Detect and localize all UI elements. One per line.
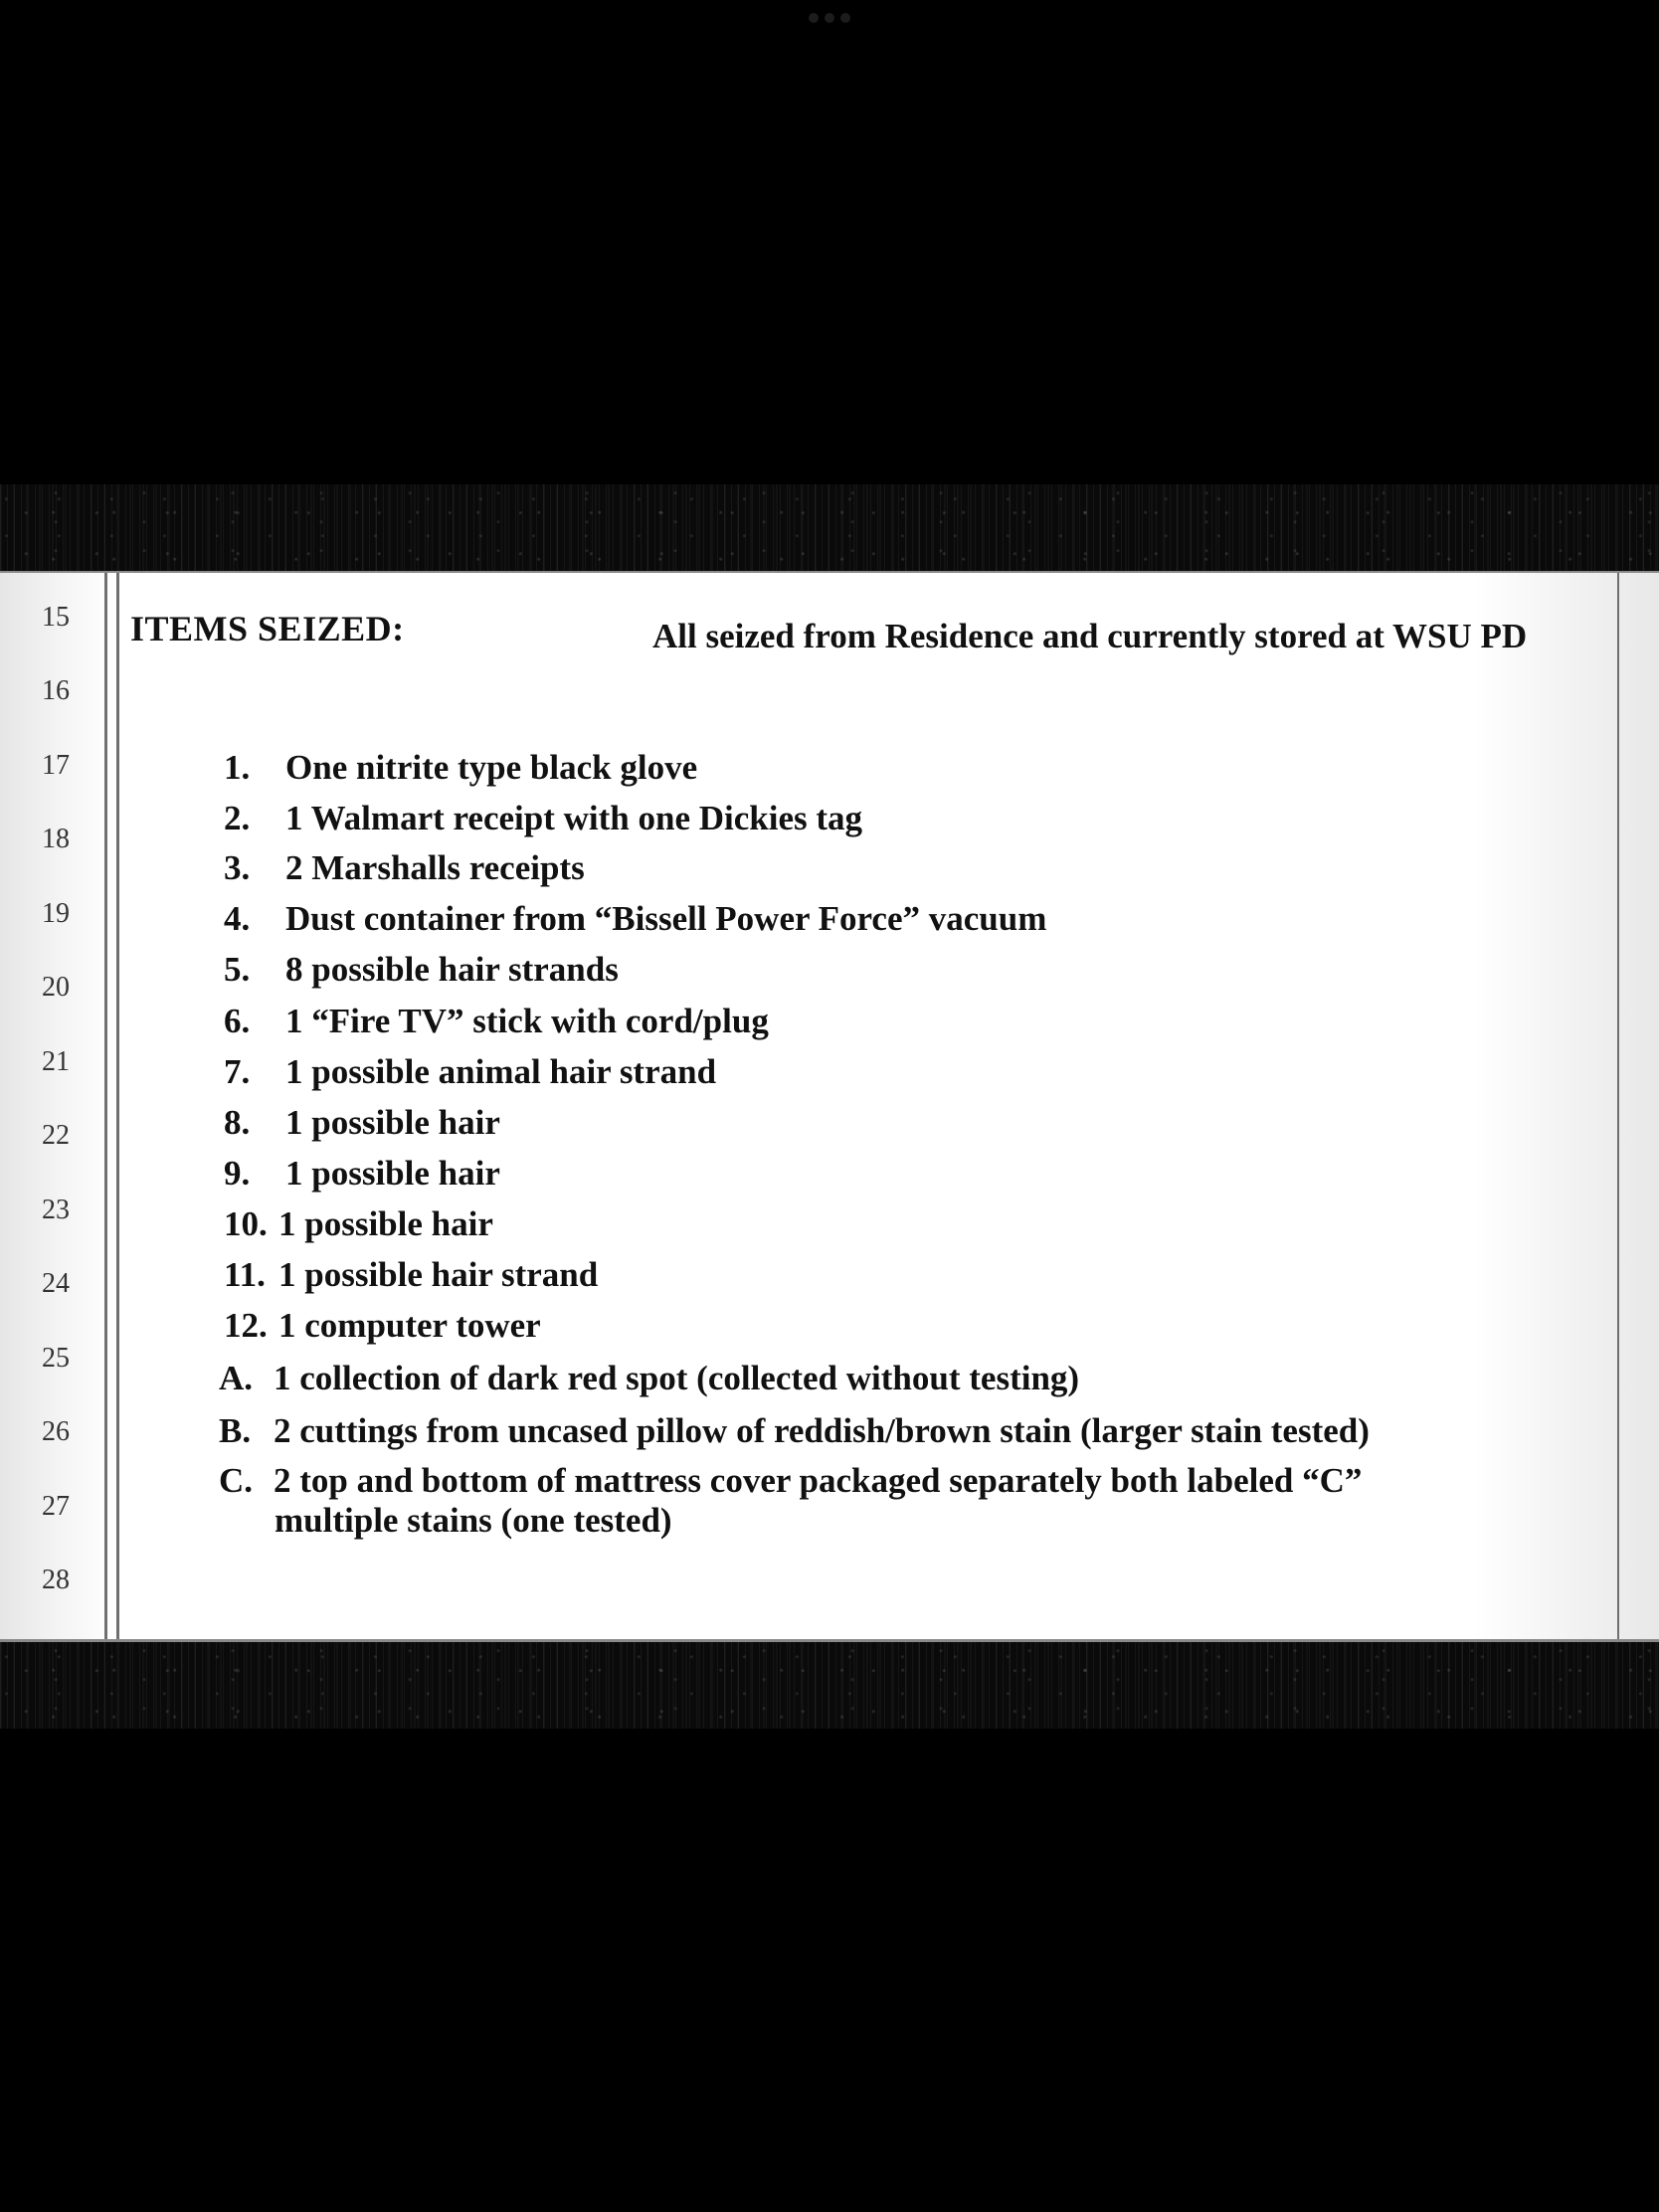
line-number: 26 [42,1416,70,1447]
seized-item [224,1308,541,1343]
item-text: 2 top and bottom of mattress cover packaged separately both labeled “C” [274,1461,1363,1500]
seized-item [224,1156,500,1191]
item-number: 1. [224,748,251,787]
item-text: 1 possible animal hair strand [285,1052,717,1091]
item-text-continuation: multiple stains (one tested) [275,1501,672,1540]
item-number: 3. [224,848,251,887]
item-text: Dust container from “Bissell Power Force” vacuum [285,899,1047,938]
line-number: 28 [42,1565,70,1595]
item-number: 7. [224,1052,251,1091]
item-number: 6. [224,1002,251,1040]
line-number: 19 [42,898,70,929]
line-number: 20 [42,972,70,1003]
item-number: 4. [224,899,251,938]
item-number: 9. [224,1154,251,1193]
seized-sample-item [219,1361,1079,1395]
line-number: 23 [42,1195,70,1225]
line-number: 16 [42,675,70,706]
seized-item [224,1004,769,1038]
seized-item [224,850,585,885]
scanned-document [0,571,1659,1642]
item-letter: A. [219,1359,254,1397]
seized-item [224,1206,493,1241]
item-number: 10. [224,1204,268,1243]
item-text: 8 possible hair strands [285,950,619,989]
seized-item [224,1257,598,1292]
seized-item [224,750,697,785]
item-text: 1 possible hair [278,1204,493,1243]
seized-item [224,952,619,987]
line-number: 15 [42,602,70,633]
item-number: 8. [224,1103,251,1142]
seized-sample-item [219,1463,1362,1498]
more-dots-icon[interactable] [809,13,850,23]
line-number: 24 [42,1268,70,1299]
item-text: 1 computer tower [278,1306,541,1345]
item-text: 2 cuttings from uncased pillow of reddish/brown stain (larger stain tested) [274,1411,1370,1450]
item-number: 12. [224,1306,268,1345]
section-heading: ITEMS SEIZED: [130,609,405,648]
seized-item [224,1054,716,1089]
seized-item [224,901,1046,936]
item-text: 1 possible hair [285,1154,500,1193]
item-text: 2 Marshalls receipts [285,848,585,887]
item-text: 1 Walmart receipt with one Dickies tag [285,799,863,837]
dot [840,13,850,23]
line-number: 27 [42,1491,70,1522]
line-number: 25 [42,1343,70,1374]
line-number: 18 [42,824,70,854]
line-number: 22 [42,1120,70,1151]
seized-sample-item [219,1413,1370,1448]
item-text: One nitrite type black glove [285,748,698,787]
item-text: 1 “Fire TV” stick with cord/plug [285,1002,769,1040]
item-text: 1 possible hair [285,1103,500,1142]
item-number: 5. [224,950,251,989]
item-number: 2. [224,799,251,837]
storage-note: All seized from Residence and currently stored at WSU PD [652,617,1528,655]
item-letter: B. [219,1411,252,1450]
document-body [0,573,1659,1639]
dot [809,13,819,23]
scan-noise-band-top [0,484,1659,571]
seized-item [224,801,862,835]
item-text: 1 possible hair strand [278,1255,599,1294]
line-number: 17 [42,750,70,781]
seized-item [224,1105,500,1140]
scan-noise-band-bottom [0,1642,1659,1729]
item-letter: C. [219,1461,254,1500]
dot [825,13,834,23]
item-number: 11. [224,1255,266,1294]
item-text: 1 collection of dark red spot (collected without testing) [274,1359,1080,1397]
line-number: 21 [42,1046,70,1077]
